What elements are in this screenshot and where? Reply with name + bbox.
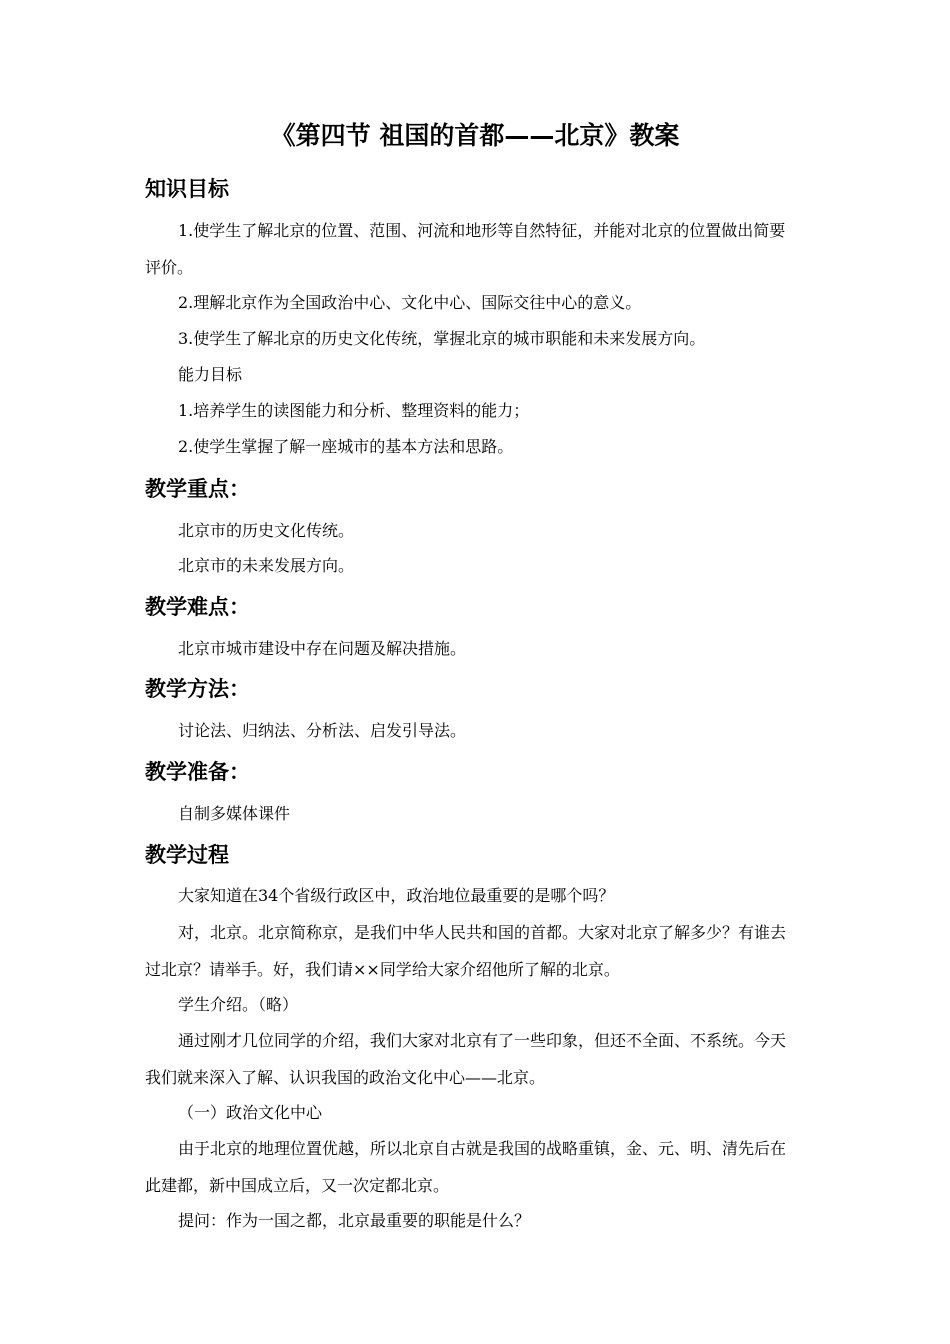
- section-heading-methods: 教学方法：: [145, 676, 250, 701]
- paragraph: （一）政治文化中心: [178, 1103, 323, 1122]
- section-heading-difficulties: 教学难点：: [145, 594, 250, 619]
- section-heading-key-points: 教学重点：: [145, 476, 250, 501]
- section-heading-knowledge: 知识目标: [145, 176, 229, 201]
- section-heading-process: 教学过程: [145, 842, 229, 867]
- paragraph: 2.使学生掌握了解一座城市的基本方法和思路。: [178, 437, 514, 456]
- paragraph: 1.培养学生的读图能力和分析、整理资料的能力；: [178, 401, 530, 420]
- paragraph: 通过刚才几位同学的介绍，我们大家对北京有了一些印象，但还不全面、不系统。今天我们就来深入了解、认识我国的政治文化中心——北京。: [145, 1031, 787, 1087]
- paragraph: 2.理解北京作为全国政治中心、文化中心、国际交往中心的意义。: [178, 293, 642, 312]
- section-heading-preparation: 教学准备：: [145, 759, 250, 784]
- paragraph: 北京市的历史文化传统。: [178, 521, 355, 540]
- paragraph: 3.使学生了解北京的历史文化传统，掌握北京的城市职能和未来发展方向。: [178, 329, 706, 348]
- document-title: 《第四节 祖国的首都——北京》教案: [270, 121, 680, 150]
- paragraph: 提问：作为一国之都，北京最重要的职能是什么？: [178, 1211, 531, 1230]
- paragraph: 1.使学生了解北京的位置、范围、河流和地形等自然特征，并能对北京的位置做出简要评价。: [145, 221, 786, 277]
- paragraph: 北京市的未来发展方向。: [178, 556, 355, 575]
- paragraph: 讨论法、归纳法、分析法、启发引导法。: [178, 721, 467, 740]
- paragraph: 北京市城市建设中存在问题及解决措施。: [178, 639, 467, 658]
- paragraph: 由于北京的地理位置优越，所以北京自古就是我国的战略重镇，金、元、明、清先后在此建都，新中国成立后，又一次定都北京。: [145, 1139, 787, 1195]
- paragraph: 自制多媒体课件: [178, 804, 291, 823]
- paragraph: 大家知道在34个省级行政区中，政治地位最重要的是哪个吗？: [178, 886, 615, 905]
- paragraph: 学生介绍。（略）: [178, 995, 299, 1014]
- paragraph: 能力目标: [178, 365, 243, 384]
- paragraph: 对，北京。北京简称京，是我们中华人民共和国的首都。大家对北京了解多少？有谁去过北京？请举手。好，我们请××同学给大家介绍他所了解的北京。: [145, 923, 787, 979]
